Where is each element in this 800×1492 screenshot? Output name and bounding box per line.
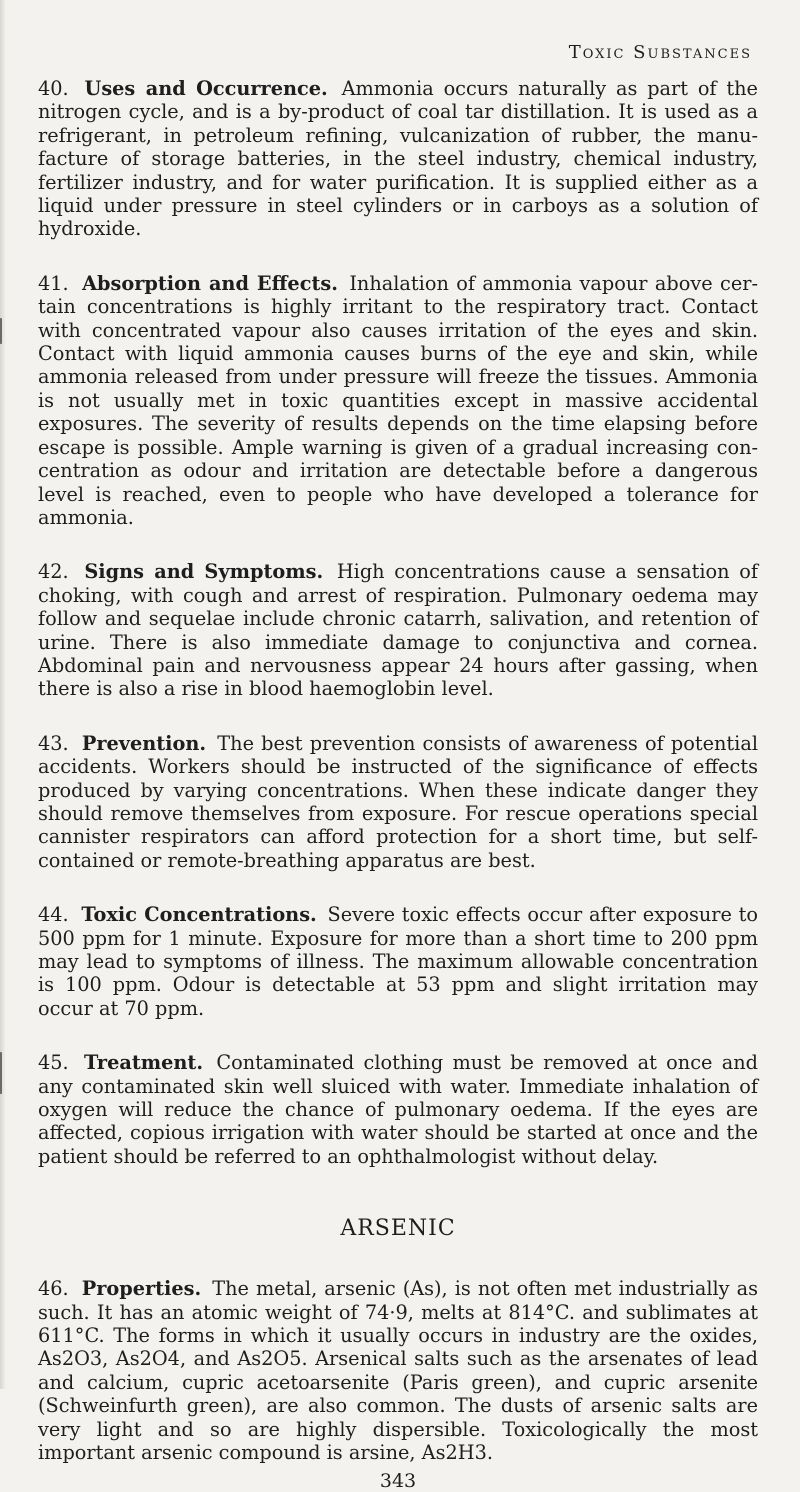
paragraph-46 [38,1277,758,1464]
paragraph-text: The best prevention consists of awareness of potential accidents. Workers should be instructed of the significance of effects produced by varying concentrations. When these indicate danger they should remove themselves from exposure. For rescue operations special cannister respirators can afford protection for a short time, but self-contained or remote-breathing apparatus are best. [38,731,758,872]
paragraph-text: The metal, arsenic (As), is not often met industrially as such. It has an atomic weight of 74·9, melts at 814°C. and sublimates at 611°C. The forms in which it usually occurs in industry are the oxides, As2O3, As2O4, and As2O5. Arsenical salts such as the arsenates of lead and calcium, cupric acetoarsenite (Paris green), and cupric arsenite (Schweinfurth green), are also common. The dusts of arsenic salts are very light and so are highly dispersible. Toxicologically the most important arsenic compound is arsine, As2H3. [38,1277,758,1465]
paragraph-number: 42. [38,560,69,584]
paragraph-heading: Treatment. [83,1051,204,1075]
paragraph-number: 46. [38,1277,69,1301]
paragraph-heading: Properties. [81,1277,202,1301]
paragraph-text: High concentrations cause a sensation of choking, with cough and arrest of respiration. Pulmonary oedema may follow and sequelae include chronic catarrh, salivation, and retention of urine. There is also immediate damage to conjunctiva and cornea. Abdominal pain and nervousness appear 24 hours after gassing, when there is also a rise in blood haemoglobin level. [38,560,758,701]
paragraph-heading: Prevention. [81,731,207,755]
paragraph-number: 40. [38,77,69,100]
paragraph-text: Contaminated clothing must be removed at once and any contaminated skin well sluiced with water. Immediate inhalation of oxygen will reduce the chance of pulmonary oedema. If the eyes are affected, copious irrigation with water should be started at once and the patient should be referred to an ophthalmologist without delay. [38,1051,758,1168]
paragraph-text: Ammonia occurs naturally as part of the nitrogen cycle, and is a by-product of coal tar distillation. It is used as a refrigerant, in petroleum refining, vulcanization of rubber, the manufacture of storage batteries, in the steel industry, chemical industry, fertilizer industry, and for water purification. It is supplied either as a liquid under pressure in steel cylinders or in carboys as a solution of hydroxide. [38,77,758,241]
section-title: ARSENIC [340,1216,456,1242]
paragraph-text: Severe toxic effects occur after exposure to 500 ppm for 1 minute. Exposure for more than a short time to 200 ppm may lead to symptoms of illness. The maximum allowable concentration is 100 ppm. Odour is detectable at 53 ppm and slight irritation may occur at 70 ppm. [38,903,758,1020]
paragraph-number: 44. [38,903,69,927]
paragraph-list-top [38,77,758,1168]
paragraph-41 [38,272,758,529]
paragraph-heading: Uses and Occurrence. [84,77,328,100]
paragraph-42 [38,560,758,700]
paragraph-heading: Toxic Concentrations. [81,903,317,927]
paragraph-43 [38,732,758,872]
running-head: Toxic Substances [568,42,752,63]
paragraph-list-bottom [38,1277,758,1464]
paragraph-number: 45. [38,1051,69,1075]
page-number: 343 [379,1469,417,1492]
paragraph-44 [38,903,758,1020]
paragraph-heading: Signs and Symptoms. [84,560,324,584]
paragraph-text: Inhalation of ammonia vapour above certain concentrations is highly irritant to the respiratory tract. Contact with concentrated vapour also causes irritation of the eyes and skin. Contact with liquid ammonia causes burns of the eye and skin, while ammonia released from under pressure will freeze the tissues. Ammonia is not usually met in toxic quantities except in massive accidental exposures. The severity of results depends on the time elapsing before escape is possible. Ample warning is given of a gradual increasing concentration as odour and irritation are detectable before a dangerous level is reached, even to people who have developed a tolerance for ammonia. [38,271,758,529]
paragraph-heading: Absorption and Effects. [82,271,338,295]
paragraph-40 [38,77,758,241]
paragraph-number: 43. [38,731,69,755]
paragraph-45 [38,1051,758,1168]
paragraph-number: 41. [38,271,69,295]
